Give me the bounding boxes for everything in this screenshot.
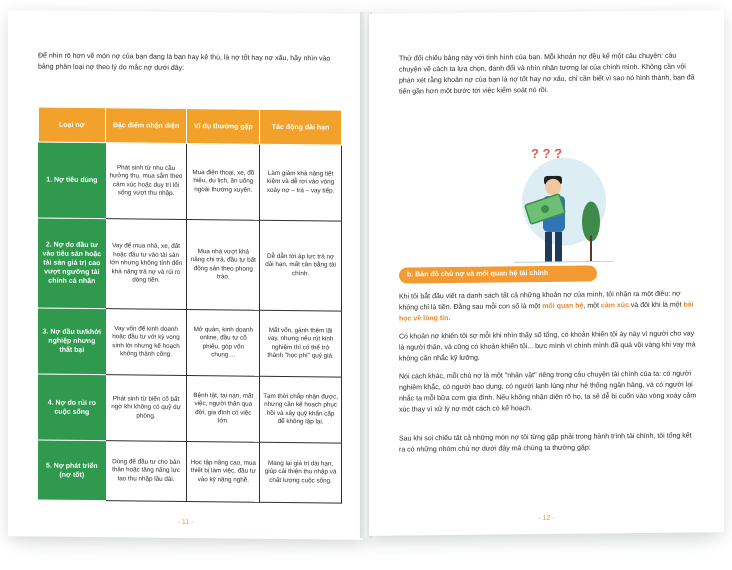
row-impact: Làm giảm khả năng tiết kiệm và dễ rơi vào vòng xoáy nợ – trả – vay tiếp. xyxy=(260,144,342,221)
table-row xyxy=(39,374,342,443)
debt-classification-table xyxy=(38,106,342,503)
question-marks: ? ? ? xyxy=(531,145,563,162)
highlight-trust: bài học về lòng tin xyxy=(399,301,694,323)
table-row xyxy=(39,440,342,503)
row-example: Học tập nâng cao, mua thiết bị làm việc, đầu tư vào kỹ năng nghề. xyxy=(187,442,260,503)
paragraph-feelings: Có khoản nợ khiến tôi sợ mỗi khi nhìn thấy số tổng, có khoản khiến tôi áy náy vì người cho vay là người thân, và cũng có khoản khiến tôi... bực mình vì chính mình đã quá vội vàng khi vay mà không cân nhắc kỹ lưỡng. xyxy=(399,330,696,363)
left-page xyxy=(8,10,363,540)
row-feature: Phát sinh từ biến cố bất ngờ khi không có quỹ dự phòng. xyxy=(105,375,187,442)
row-type: 2. Nợ do đầu tư vào tiêu sản hoặc tài sản giá trị cao vượt ngưỡng tài chính cá nhân xyxy=(39,218,106,309)
opening-paragraph: Thử đối chiếu bảng này với tình hình của bạn. Mỗi khoản nợ đều kể một câu chuyện: câu chuyện về cách ta lựa chọn, đánh đổi và nhìn nhận tương lai của chính mình. Không cần vội phán xét rằng khoản nợ của bạn là nợ tốt hay nợ xấu, chỉ cần biết vì sao nó hình thành, bạn đã tiến gần hơn một bước tới việc kiểm soát nó rồi. xyxy=(399,52,695,96)
table-row xyxy=(39,218,342,311)
row-impact: Mang lại giá trị dài hạn, giúp cải thiện thu nhập và chất lượng cuộc sống. xyxy=(260,442,342,503)
intro-paragraph: Để nhìn rõ hơn về món nợ của bạn đang là bạn hay kẻ thù, là nợ tốt hay nợ xấu, hãy nhìn vào bảng phân loại nợ theo lý do mắc nợ dưới đây: xyxy=(38,52,331,72)
row-impact: Tạm thời chấp nhận được, nhưng cần kế hoạch phục hồi và xây quỹ khẩn cấp để không lặp lại. xyxy=(260,376,342,443)
row-example: Mở quán, kinh doanh online, đầu tư cổ phiếu, góp vốn chung.... xyxy=(187,310,260,377)
row-impact: Mất vốn, gánh thêm lãi vay, nhưng nếu rút kinh nghiệm thì có thể trở thành "học phí" quý giá. xyxy=(260,310,342,377)
page-number: - 11 - xyxy=(177,518,194,527)
header-debt-type: Loại nợ xyxy=(39,107,106,143)
row-type: 1. Nợ tiêu dùng xyxy=(39,142,106,219)
para-text: , một xyxy=(583,302,601,310)
paragraph-creditors-intro xyxy=(399,288,699,324)
ground-line xyxy=(514,261,614,262)
row-impact: Dễ dẫn tới áp lực trả nợ dài hạn, mất cân bằng tài chính. xyxy=(260,220,342,311)
highlight-relationship: mối quan hệ xyxy=(542,302,584,311)
table-row xyxy=(39,142,342,221)
row-type: 4. Nợ do rủi ro cuộc sống xyxy=(39,374,106,441)
highlight-emotion: cảm xúc xyxy=(600,302,629,310)
row-example: Bệnh tật, tai nạn, mất việc, người thân qua đời, gia đình có việc lớn. xyxy=(187,376,260,443)
man-leg-right xyxy=(555,232,562,262)
row-feature: Dùng để đầu tư cho bản thân hoặc tăng năng lực tạo thu nhập lâu dài. xyxy=(105,441,187,502)
right-page xyxy=(369,10,724,536)
para-text: và đôi khi là một xyxy=(628,301,684,310)
row-example: Mua nhà vượt khả năng chi trả, đầu tư bất động sản theo phong trào. xyxy=(187,220,260,311)
table-row xyxy=(39,308,342,377)
para-text: Khi tôi bắt đầu viết ra danh sách tất cả những khoản nợ của mình, tôi nhận ra một điều: nợ không chỉ là tiền. Đằng sau mỗi con số là một xyxy=(399,290,681,312)
row-example: Mua điện thoại, xe, đồ hiệu, du lịch, ăn uống ngoài thường xuyên. xyxy=(187,144,260,221)
header-feature: Đặc điểm nhận diện xyxy=(105,108,187,144)
row-feature: Vay để mua nhà, xe, đất hoặc đầu tư vào tài sản lớn nhưng không tính đến khả năng trả nợ và rủi ro dòng tiền. xyxy=(105,219,187,310)
indebted-man-illustration xyxy=(509,131,619,267)
plant-trunk xyxy=(590,236,592,262)
page-number: - 12 - xyxy=(538,514,555,523)
header-example: Ví dụ thường gặp xyxy=(187,109,260,145)
row-type: 3. Nợ đầu tư/khởi nghiệp nhưng thất bại xyxy=(39,308,106,375)
table-header-row xyxy=(39,107,342,145)
row-feature: Vay vốn để kinh doanh hoặc đầu tư với kỳ vọng sinh lời nhưng kế hoạch không thành công. xyxy=(105,309,187,376)
row-feature: Phát sinh từ nhu cầu hưởng thụ, mua sắm theo cảm xúc hoặc duy trì lối sống vượt thu nhập. xyxy=(105,143,187,220)
section-heading: b. Bản đồ chủ nợ và mối quan hệ tài chính xyxy=(399,265,597,283)
para-text: . xyxy=(448,315,451,323)
paragraph-characters: Nói cách khác, mỗi chủ nợ là một "nhân vật" riêng trong câu chuyện tài chính của ta: có người nghiêm khắc, có người bao dung, có người lạnh lùng như hệ thống ngân hàng, và có người lại nhắc ta mỗi bữa cơm gia đình. Nếu không nhận diện rõ họ, ta sẽ dễ bị cuốn vào vòng xoáy cảm xúc thay vì xử lý nợ một cách có kế hoạch. xyxy=(399,370,697,414)
row-type: 5. Nợ phát triển (nợ tốt) xyxy=(39,440,106,501)
header-impact: Tác động dài hạn xyxy=(260,109,342,145)
paragraph-summary: Sau khi soi chiếu tất cả những món nợ tôi từng gặp phải trong hành trình tài chính, tôi tổng kết ra có những nhóm chủ nợ dưới đây mà chúng ta thường gặp: xyxy=(399,432,692,454)
man-leg-left xyxy=(545,232,552,262)
